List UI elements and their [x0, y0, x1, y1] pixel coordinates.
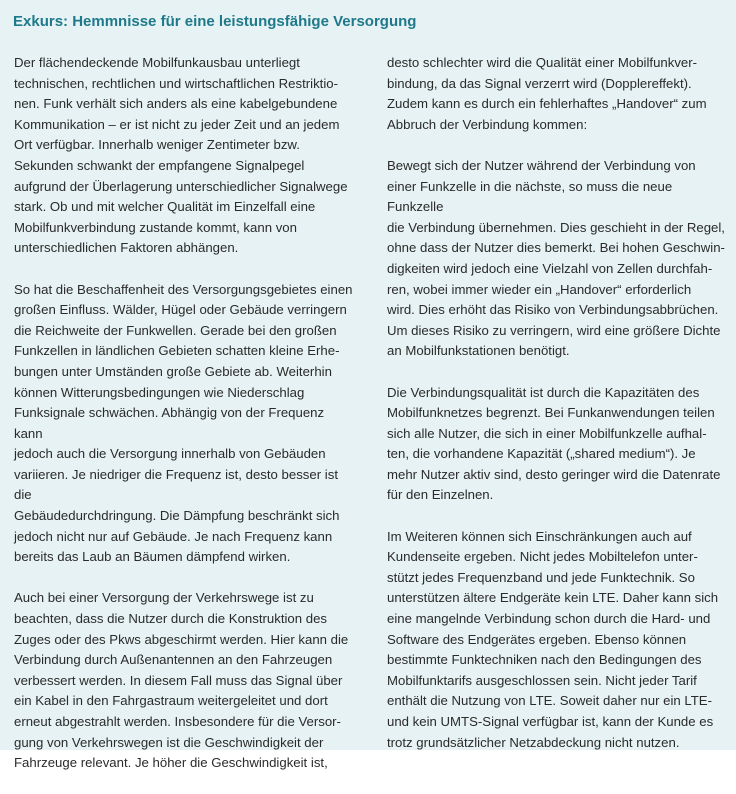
paragraph: Auch bei einer Versorgung der Verkehrswege ist zu beachten, dass die Nutzer durch die Konstruktion des Zuges oder des Pkws abgeschirmt werden. Hier kann die Verbindung durch Außenantennen an den Fahrzeugen verbessert werden. In diesem Fall muss das Signal über ein Kabel in den Fahrgastraum weitergeleitet und dort erneut abgestrahlt werden. Insbesondere für die Versor- gung von Verkehrswegen ist die Geschwindigkeit der Fahrzeuge relevant. Je höher die Geschwindigkeit ist, — [14, 590, 349, 771]
paragraph: Der flächendeckende Mobilfunkausbau unterliegt technischen, rechtlichen und wirtschaftlichen Restriktio- nen. Funk verhält sich anders als eine kabelgebundene Kommunikation – er ist nicht zu jeder Zeit und an jedem Ort verfügbar. Innerhalb weniger Zentimeter bzw. Sekunden schwankt der empfangene Signalpegel aufgrund der Überlagerung unterschiedlicher Signalwege stark. Ob und mit welcher Qualität im Einzelfall eine Mobilfunkverbindung zustande kommt, kann von unterschiedlichen Faktoren abhängen. — [14, 55, 348, 256]
paragraph: Im Weiteren können sich Einschränkungen auch auf Kundenseite ergeben. Nicht jedes Mobiltelefon unter- stützt jedes Frequenzband und jede Funktechnik. So unterstützen ältere Endgeräte kein LTE. Daher kann sich eine mangelnde Verbindung schon durch die Hard- und Software des Endgerätes ergeben. Ebenso können bestimmte Funktechniken nach den Bedingungen des Mobilfunktarifs ausgeschlossen sein. Nicht jeder Tarif enthält die Nutzung von LTE. Soweit daher nur ein LTE- und kein UMTS-Signal verfügbar ist, kann der Kunde es trotz grundsätzlicher Netzabdeckung nicht nutzen. — [387, 528, 719, 750]
paragraph: Bewegt sich der Nutzer während der Verbindung von einer Funkzelle in die nächste, so muss die neue Funkzelle die Verbindung übernehmen. Dies geschieht in der Regel, ohne dass der Nutzer dies bemerkt. Bei hohen Geschwin- digkeiten wird jedoch eine Vielzahl von Zellen durchfah- ren, wobei immer wieder ein „Handover“ erforderlich wird. Dies erhöht das Risiko von Verbindungsabbrüchen. Um dieses Risiko zu verringern, wird eine größere Dichte an Mobilfunkstationen benötigt. — [387, 157, 725, 359]
paragraph: So hat die Beschaffenheit des Versorgungsgebietes einen großen Einfluss. Wälder, Hügel oder Gebäude verringern die Reichweite der Funkwellen. Gerade bei den großen Funkzellen in ländlichen Gebieten schatten kleine Erhe- bungen unter Umständen große Gebiete ab. Weiterhin können Witterungsbedingungen wie Niederschlag Funksignale schwächen. Abhängig von der Frequenz kann jedoch auch die Versorgung innerhalb von Gebäuden variieren. Je niedriger die Frequenz ist, desto besser ist die Gebäudedurchdringung. Die Dämpfung beschränkt sich jedoch nicht nur auf Gebäude. Je nach Frequenz kann bereits das Laub an Bäumen dämpfend wirken. — [14, 281, 353, 565]
exkurs-heading: Exkurs: Hemmnisse für eine leistungsfähige Versorgung — [13, 13, 417, 30]
right-column — [387, 53, 727, 774]
left-column — [14, 53, 354, 794]
paragraph: desto schlechter wird die Qualität einer Mobilfunkver- bindung, da das Signal verzerrt wird (Dopplereffekt). Zudem kann es durch ein fehlerhaftes „Handover“ zum Abbruch der Verbindung kommen: — [387, 55, 707, 132]
paragraph: Die Verbindungsqualität ist durch die Kapazitäten des Mobilfunknetzes begrenzt. Bei Funkanwendungen teilen sich alle Nutzer, die sich in einer Mobilfunkzelle aufhal- ten, die vorhandene Kapazität („shared medium“). Je mehr Nutzer aktiv sind, desto geringer wird die Datenrate für den Einzelnen. — [387, 384, 721, 503]
